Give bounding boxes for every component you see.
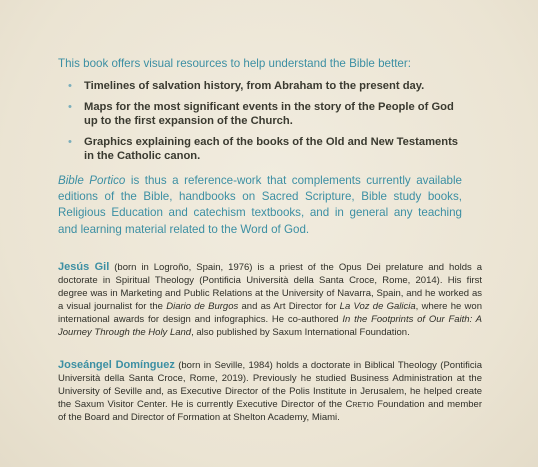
author-bio-jesus-gil: Jesús Gil (born in Logroño, Spain, 1976) is a priest of the Opus Dei prelature and holds a doctorate in Spiritual Theology (Pontificia Università della Santa Croce, Rome, 2014). His first degree was in Marketing and Public Relations at the University of Navarra, Spain, and he worked as a visual journalist for the Diario de Burgos and as Art Director for La Voz de Galicia, where he won international awards for design and infographics. He co-authored In the Footprints of Our Faith: A Journey Through the Holy Land, also published by Saxum International Foundation. <box>58 261 483 338</box>
book-title: Bible Portico <box>58 174 126 187</box>
list-item: • Maps for the most significant events in the story of the People of God up to the first expansion of the Church. <box>68 101 454 127</box>
author-bio-joseangel-dominguez: Joseángel Domínguez (born in Seville, 1984) holds a doctorate in Biblical Theology (Pontificia Università della Santa Croce, Rome, 2019). Previously he studied Business Administration at the University of Seville and, as Executive Director of the Polis Institute in Jerusalem, he helped create the Saxum Visitor Center. He is currently Executive Director of the Cretio Foundation and member of the Board and Director of Formation at Shelton Academy, Miami. <box>58 359 482 423</box>
intro-text: This book offers visual resources to help understand the Bible better: <box>58 57 411 70</box>
author-name: Joseángel Domínguez <box>58 359 175 371</box>
feature-list <box>68 79 468 170</box>
list-item: • Graphics explaining each of the books of the Old and New Testaments in the Catholic canon. <box>68 136 459 162</box>
bullet-icon: • <box>68 80 72 92</box>
author-name: Jesús Gil <box>58 261 110 273</box>
list-item: • Timelines of salvation history, from Abraham to the present day. <box>68 80 425 92</box>
bullet-icon: • <box>68 136 72 148</box>
description-paragraph: Bible Portico is thus a reference-work that complements currently available editions of the Bible, handbooks on Sacred Scripture, Bible study books, Religious Education and catechism textbooks, and in general any teaching and learning material related to the Word of God. <box>58 174 462 236</box>
bullet-icon: • <box>68 101 72 113</box>
